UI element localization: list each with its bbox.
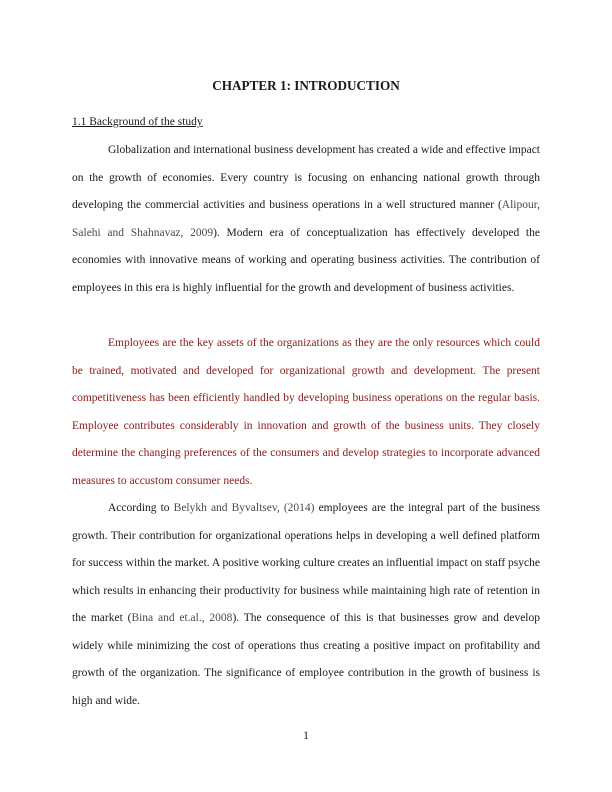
citation-bina: Bina and et.al., 2008: [131, 612, 233, 624]
paragraph-employee-contribution: [72, 495, 540, 715]
chapter-title: CHAPTER 1: INTRODUCTION: [212, 78, 400, 93]
citation-belykh: Belykh and Byvaltsev, (2014): [173, 502, 315, 514]
section-heading: 1.1 Background of the study: [72, 116, 203, 128]
citation-alipour: Alipour, Salehi and Shahnavaz, 2009: [72, 199, 540, 239]
paragraph-text: employees are the integral part of the business growth. Their contribution for organizational operations helps in developing a well defined platform for success within the market. A positive working culture creates an influential impact on staff psyche which results in enhancing their productivity for business while maintaining high rate of retention in the market (: [72, 502, 541, 624]
page-number: 1: [303, 730, 309, 742]
paragraph-text: ). The consequence of this is that businesses grow and develop widely while minimizing the cost of operations thus creating a positive impact on profitability and growth of the organization. The significance of employee contribution in the growth of business is high and wide.: [72, 612, 540, 707]
paragraph-globalization: [72, 137, 540, 302]
paragraph-text: ). Modern era of conceptualization has effectively developed the economies with innovative means of working and operating business activities. The contribution of employees in this era is highly influential for the growth and development of business activities.: [72, 226, 540, 294]
paragraph-employees-key-assets: Employees are the key assets of the organizations as they are the only resources which could be trained, motivated and developed for organizational growth and development. The present competitiveness has been efficiently handled by developing business operations on the regular basis. Employee contributes considerably in innovation and growth of the business units. They closely determine the changing preferences of the consumers and develop strategies to incorporate advanced measures to accustom consumer needs.: [72, 337, 540, 487]
paragraph-text: Globalization and international business development has created a wide and effective impact on the growth of economies. Every country is focusing on enhancing national growth through developing the commercial activities and business operations in a well structured manner (: [72, 144, 540, 211]
paragraph-text: According to: [108, 502, 174, 514]
